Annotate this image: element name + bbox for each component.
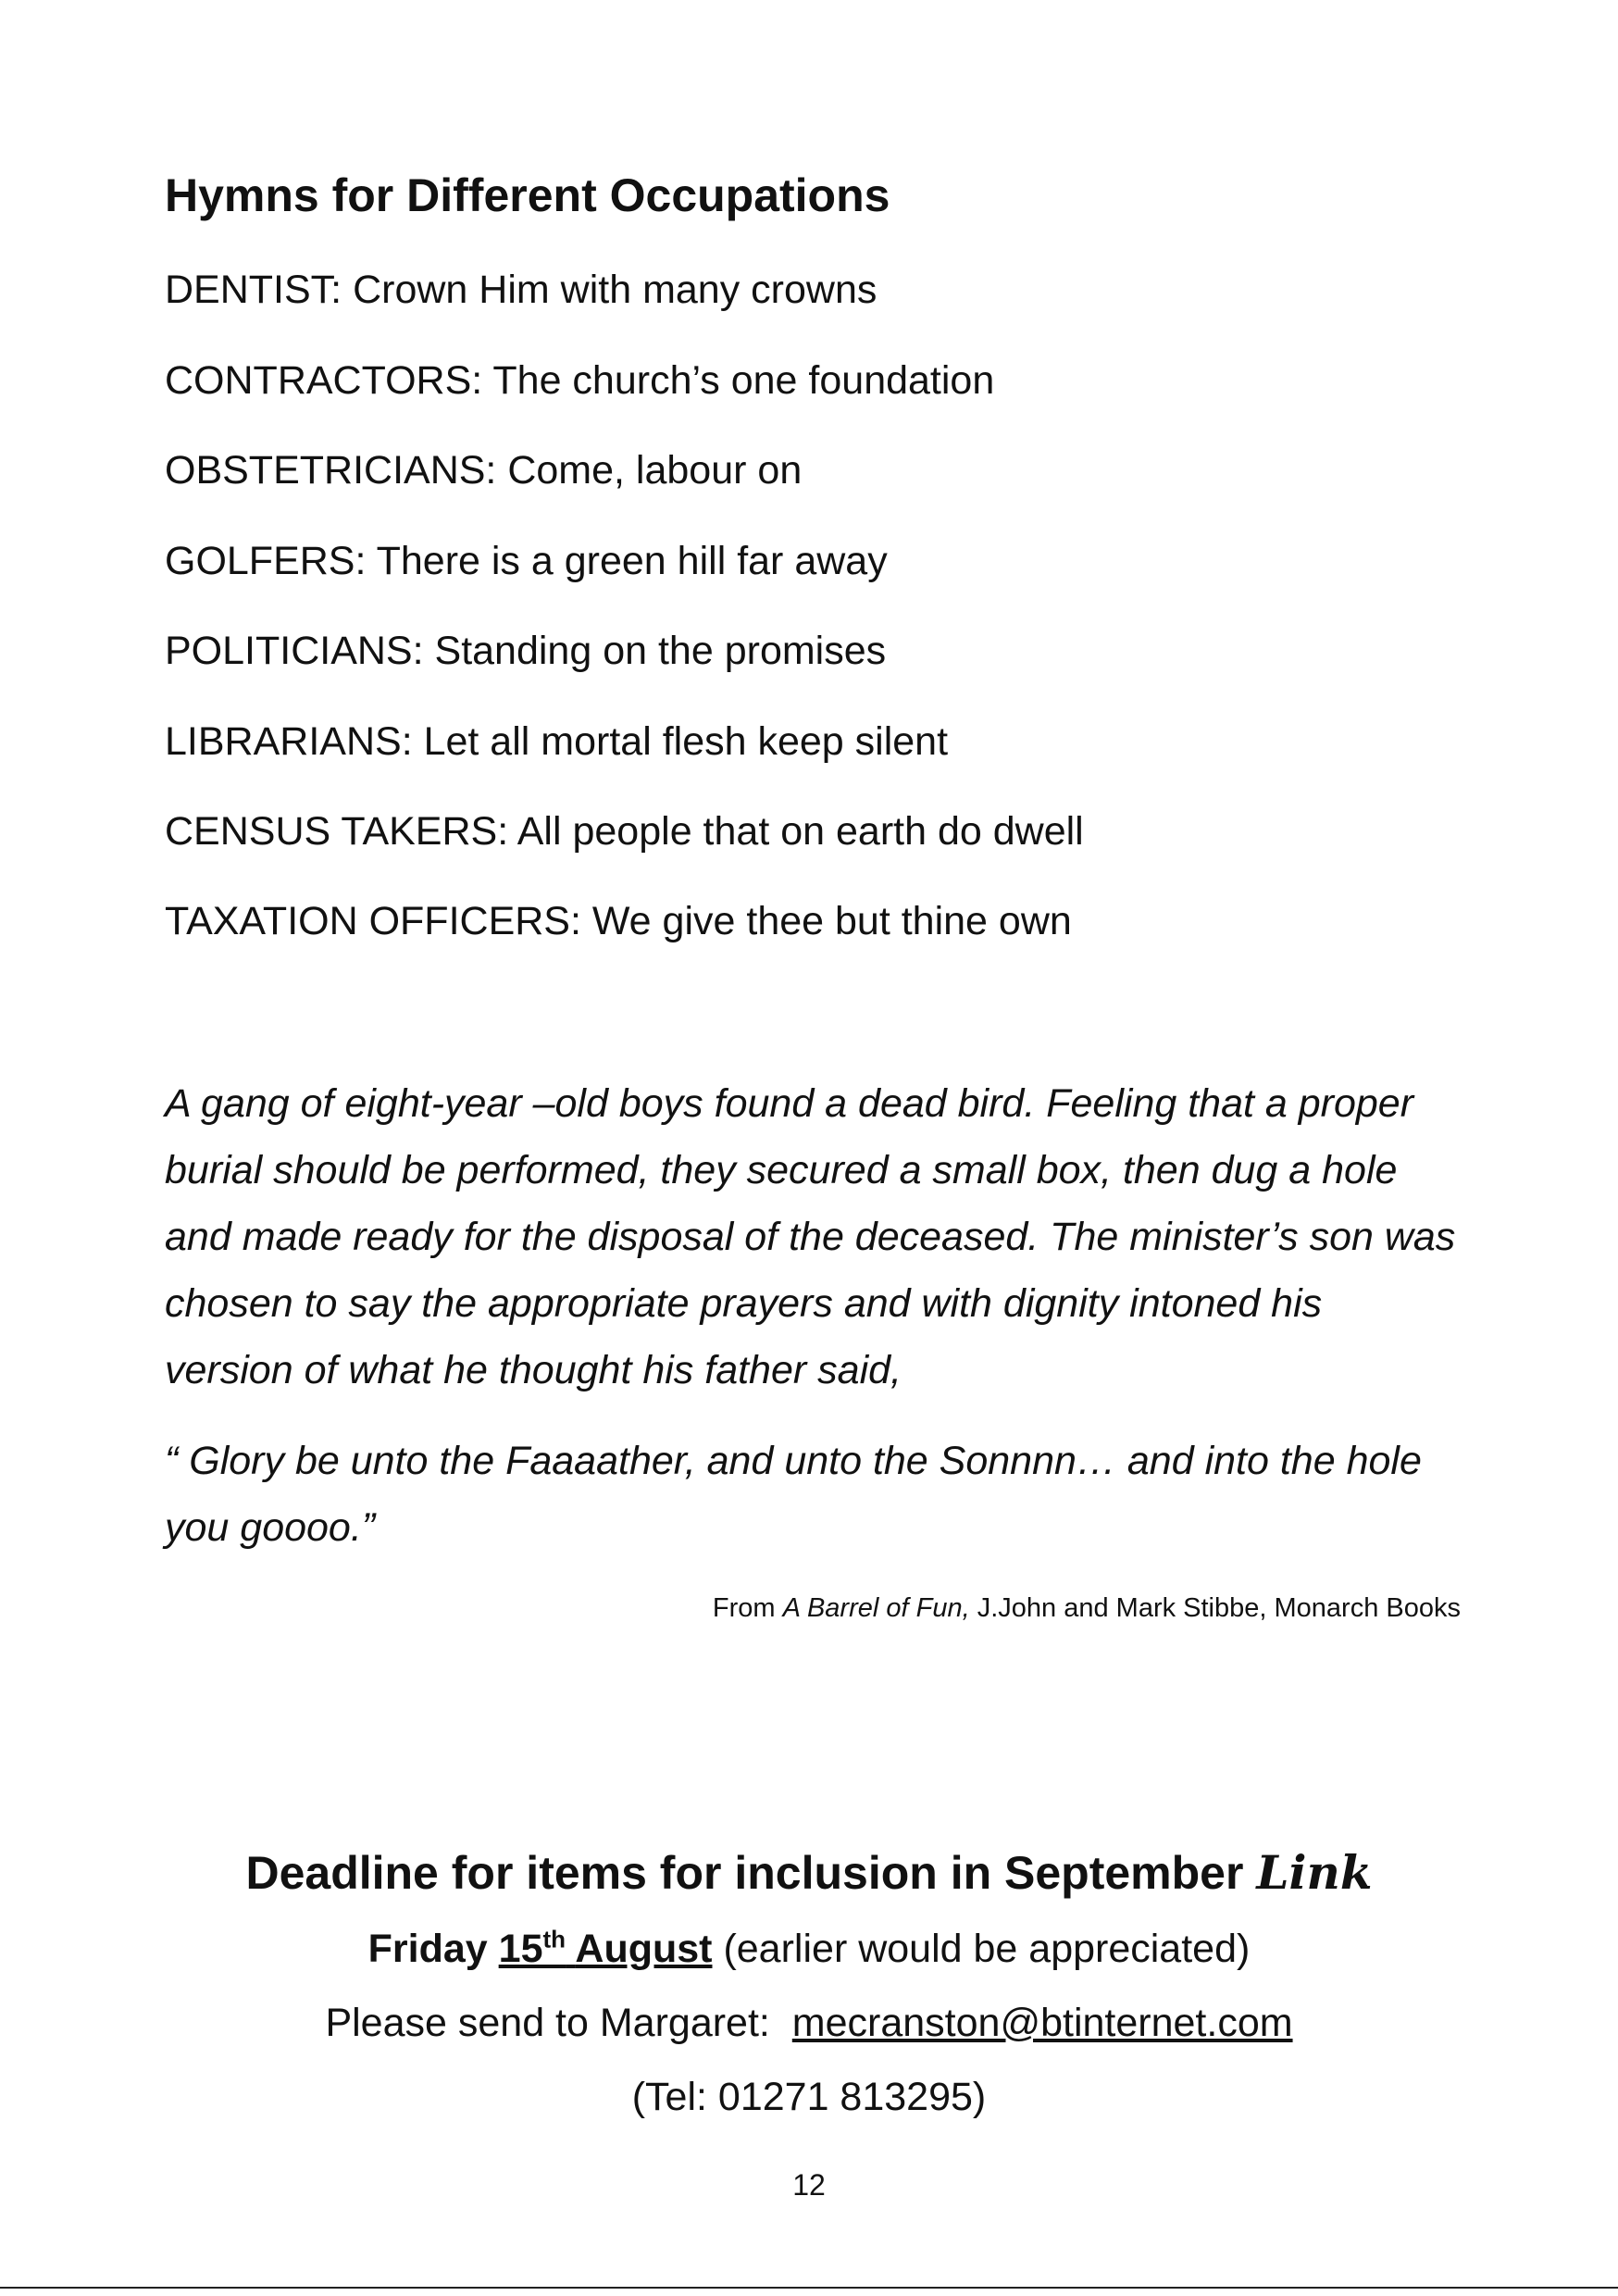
page-number: 12	[792, 2168, 826, 2202]
source-prefix: From	[712, 1593, 776, 1623]
hymn-item: CONTRACTORS: The church’s one foundation	[165, 358, 995, 403]
deadline-month: August	[575, 1927, 713, 1971]
hymn-item: DENTIST: Crown Him with many crowns	[165, 268, 877, 312]
magazine-name: Link	[1256, 1845, 1373, 1900]
email-link[interactable]: mecranston@btinternet.com	[791, 2001, 1293, 2045]
story-paragraph: A gang of eight-year –old boys found a dead bird. Feeling that a proper burial should be performed, they secured a small box, then dug a hole and made ready for the disposal of the deceased. The minister’s son was chosen to say the appropriate prayers and with dignity intoned his version of what he thought his father said,	[165, 1081, 1456, 1392]
deadline-date-suffix: th	[542, 1925, 566, 1953]
deadline-date-number: 15	[498, 1927, 543, 1971]
hymn-item: GOLFERS: There is a green hill far away	[165, 539, 888, 583]
story-quote: “ Glory be unto the Faaaather, and unto the Sonnnn… and into the hole you goooo.”	[165, 1439, 1422, 1550]
send-label: Please send to Margaret:	[325, 2001, 770, 2045]
hymn-item: OBSTETRICIANS: Come, labour on	[165, 448, 803, 493]
deadline-heading-text: Deadline for items for inclusion in September	[245, 1847, 1244, 1899]
deadline-day: Friday	[367, 1927, 488, 1971]
deadline-date	[0, 1922, 1618, 1976]
source-authors: J.John and Mark Stibbe, Monarch Books	[977, 1593, 1461, 1623]
hymn-item: POLITICIANS: Standing on the promises	[165, 629, 887, 673]
send-to-line	[0, 1996, 1618, 2050]
hymn-item: TAXATION OFFICERS: We give thee but thine own	[165, 899, 1072, 943]
hymn-item: CENSUS TAKERS: All people that on earth do dwell	[165, 809, 1084, 854]
source-book: A Barrel of Fun,	[782, 1593, 970, 1623]
deadline-note: (earlier would be appreciated)	[723, 1927, 1251, 1971]
source-citation	[713, 1590, 1461, 1627]
bottom-rule	[0, 2287, 1618, 2289]
telephone: (Tel: 01271 813295)	[631, 2075, 987, 2119]
hymn-item: LIBRARIANS: Let all mortal flesh keep silent	[165, 719, 949, 764]
page-title: Hymns for Different Occupations	[165, 169, 890, 221]
deadline-heading	[0, 1842, 1618, 1903]
deadline-date-underlined	[499, 1927, 713, 1971]
